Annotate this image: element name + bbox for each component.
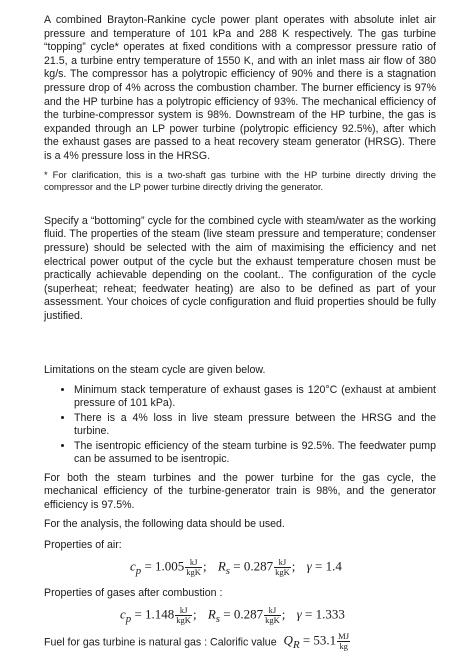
air-properties-equation: $c_p = 1.005$ $\frac{kJ}{\text{kgK}}$ ; $R_s = 0.287$ $\frac{kJ}{\text{kgK}}$ ; γ = 1.4	[130, 557, 342, 578]
rs-subscript: s	[215, 613, 220, 626]
cp-subscript: p	[125, 613, 132, 626]
rs-subscript: s	[225, 565, 230, 578]
rs-value: 0.287	[243, 558, 274, 574]
q-value: 53.1	[313, 632, 337, 648]
rs-value: 0.287	[233, 606, 264, 622]
air-properties-label: Properties of air:	[44, 538, 122, 551]
problem-intro-paragraph: A combined Brayton-Rankine cycle power plant operates with absolute inlet air pressure and temperature of 101 kPa and 288 K respectively. The gas turbine “topping” cycle* operates at fixed conditions with a compressor pressure ratio of 21.5, a turbine entry temperature of 1550 K, and with an inlet mass air flow of 380 kg/s. The compressor has a polytropic efficiency of 90% and there is a stagnation pressure drop of 4% across the combustion chamber. The burner efficiency is 97% and the HP turbine has a polytropic efficiency of 93%. The mechanical efficiency of the turbine-compressor system is 98%. Downstream of the HP turbine, the gas is expanded through an LP power turbine (polytropic efficiency 92.5%), after which the exhaust gases are passed to a heat recovery steam generator (HRSG). There is a 4% pressure loss in the HRSG.	[44, 14, 436, 162]
gamma-value: 1.333	[315, 606, 345, 622]
cp-symbol: c	[120, 606, 126, 622]
q-subscript: R	[292, 639, 300, 652]
limitation-item: • The isentropic efficiency of the steam turbine is 92.5%. The feedwater pump can be assumed to be isentropic.	[74, 440, 436, 467]
rs-unit: $\frac{kJ}{\text{kgK}}$	[265, 605, 280, 626]
fuel-line	[44, 632, 436, 653]
limitation-item: • Minimum stack temperature of exhaust gases is 120°C (exhaust at ambient pressure of 101 kPa).	[74, 384, 436, 411]
gases-properties-label: Properties of gases after combustion :	[44, 586, 223, 599]
document-page	[44, 14, 436, 653]
cp-value: 1.005	[155, 558, 185, 574]
footnote-clarification: * For clarification, this is a two-shaft gas turbine with the HP turbine directly driving the compressor and the LP power turbine directly driving the generator.	[44, 168, 436, 193]
limitation-item: • There is a 4% loss in live steam pressure between the HRSG and the turbine.	[74, 412, 436, 439]
rs-unit: $\frac{kJ}{\text{kgK}}$	[275, 557, 290, 578]
limitations-list	[44, 384, 436, 466]
gamma-symbol: γ	[296, 606, 302, 622]
mechanical-efficiency-paragraph: For both the steam turbines and the power turbine for the gas cycle, the mechanical efficiency of the turbine-generator train is 98%, and the generator efficiency is 97.5%.	[44, 471, 436, 511]
q-symbol: Q	[283, 632, 293, 648]
q-unit: $\frac{MJ}{kg}$	[338, 631, 350, 652]
limitations-heading: Limitations on the steam cycle are given below.	[44, 364, 266, 377]
rs-symbol: R	[207, 606, 216, 622]
cp-unit: $\frac{kJ}{\text{kgK}}$	[176, 605, 191, 626]
gamma-symbol: γ	[306, 558, 312, 574]
rs-symbol: R	[217, 558, 226, 574]
gases-properties-equation: $c_p = 1.148$ $\frac{kJ}{\text{kgK}}$ ; $R_s = 0.287$ $\frac{kJ}{\text{kgK}}$ ; γ = 1.333	[120, 605, 345, 626]
cp-subscript: p	[135, 565, 142, 578]
gamma-value: 1.4	[325, 558, 342, 574]
fuel-label: Fuel for gas turbine is natural gas : Calorific value	[44, 636, 277, 649]
bottoming-cycle-paragraph: Specify a “bottoming” cycle for the combined cycle with steam/water as the working fluid. The properties of the steam (live steam pressure and temperature; condenser pressure) should be selected with the aim of maximising the efficiency and net electrical power output of the cycle but the exhaust temperature chosen must be practically achievable depending on the coolant.. The configuration of the cycle (superheat; reheat; feedwater heating) are also to be defined as part of your assessment. Your choices of cycle configuration and fluid properties should be fully justified.	[44, 214, 436, 322]
calorific-value-equation: $Q_R = 53.1$ $\frac{MJ}{kg}$	[283, 631, 350, 652]
cp-unit: $\frac{kJ}{\text{kgK}}$	[186, 557, 201, 578]
cp-value: 1.148	[145, 606, 175, 622]
cp-symbol: c	[130, 558, 136, 574]
data-intro: For the analysis, the following data should be used.	[44, 518, 285, 531]
